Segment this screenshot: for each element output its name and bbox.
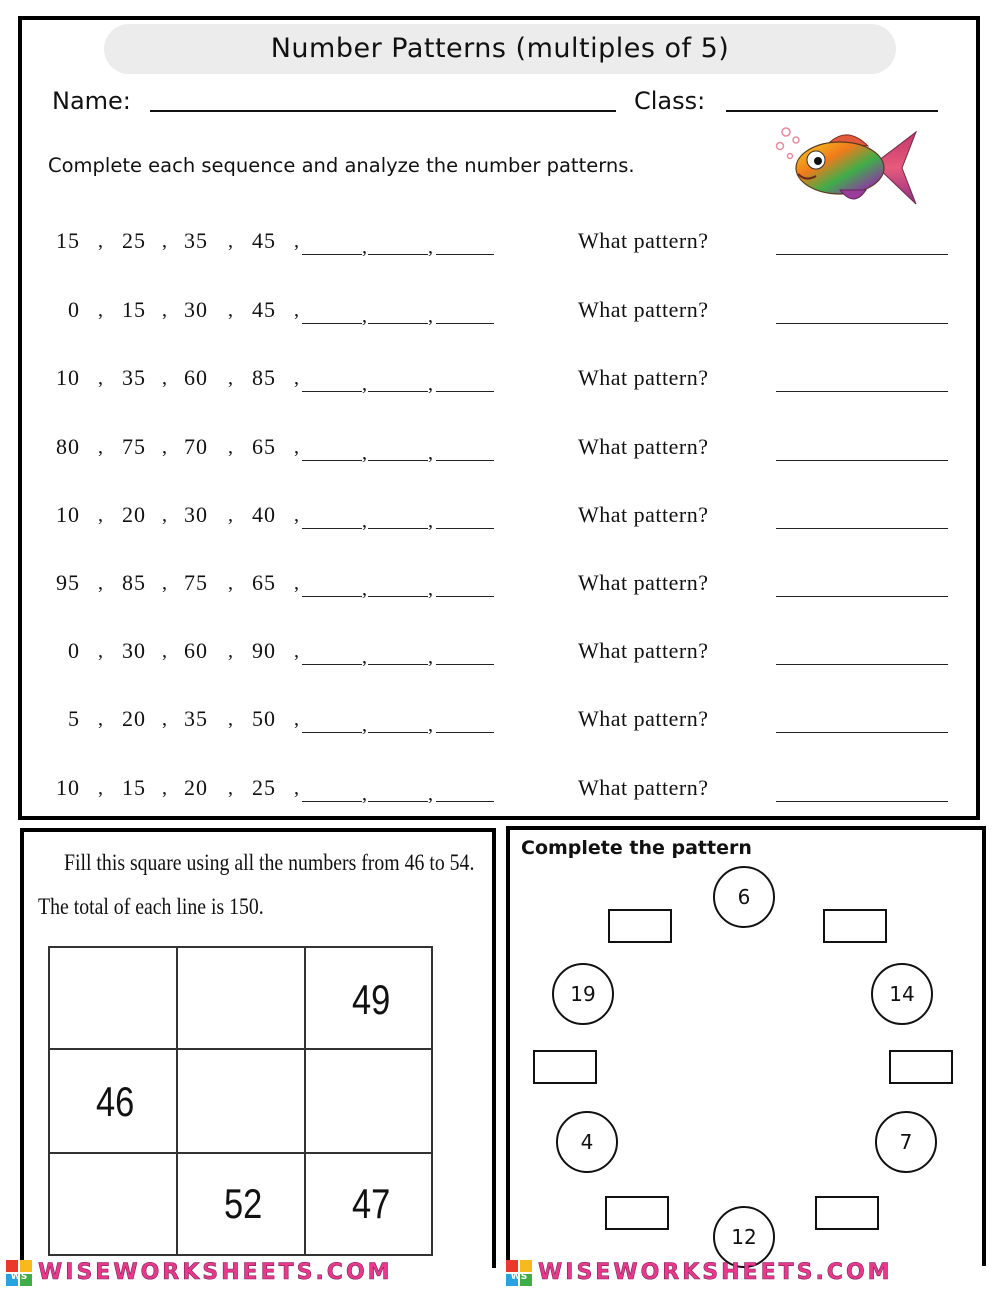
sequence-blank[interactable] (302, 391, 362, 392)
sequence-blank[interactable] (436, 528, 494, 529)
magic-square-cell[interactable] (176, 1048, 306, 1154)
sequence-comma: , (228, 777, 233, 799)
magic-square-cell[interactable] (48, 946, 178, 1050)
pattern-answer-line[interactable] (776, 801, 948, 802)
class-label: Class: (634, 87, 706, 115)
pattern-question: What pattern? (578, 570, 709, 595)
sequence-comma: , (294, 640, 299, 662)
sequence-row (44, 502, 964, 542)
pattern-answer-box[interactable] (815, 1196, 879, 1230)
sequence-blank[interactable] (436, 801, 494, 802)
sequence-number: 25 (252, 775, 276, 800)
sequence-number: 10 (56, 365, 80, 390)
sequence-blank[interactable] (302, 801, 362, 802)
sequence-number: 35 (184, 706, 208, 731)
sequence-comma: , (162, 708, 167, 730)
sequence-number: 60 (184, 365, 208, 390)
sequence-comma: , (162, 777, 167, 799)
sequence-number: 20 (122, 502, 146, 527)
pattern-circle: 4 (556, 1111, 618, 1173)
sequence-number: 10 (56, 502, 80, 527)
sequence-comma: , (228, 230, 233, 252)
sequence-blank[interactable] (302, 528, 362, 529)
sequence-blank[interactable] (368, 254, 428, 255)
sequence-blank[interactable] (302, 323, 362, 324)
sequence-comma: , (362, 783, 367, 805)
brand-logo-icon (6, 1260, 32, 1286)
pattern-answer-box[interactable] (889, 1050, 953, 1084)
sequence-blank[interactable] (302, 596, 362, 597)
sequence-blank[interactable] (368, 801, 428, 802)
sequence-number: 70 (184, 434, 208, 459)
sequence-comma: , (98, 230, 103, 252)
sequence-number: 75 (122, 434, 146, 459)
magic-square-instruction-1: Fill this square using all the numbers from 46 to 54. (64, 850, 475, 875)
brand-logo-icon (506, 1260, 532, 1286)
sequence-comma: , (228, 572, 233, 594)
sequence-blank[interactable] (302, 460, 362, 461)
sequence-blank[interactable] (368, 732, 428, 733)
sequence-comma: , (98, 708, 103, 730)
sequence-comma: , (98, 640, 103, 662)
pattern-question: What pattern? (578, 638, 709, 663)
sequence-comma: , (428, 510, 433, 532)
magic-square-cell[interactable] (48, 1152, 178, 1256)
magic-square-cell[interactable] (304, 1048, 433, 1154)
pattern-question: What pattern? (578, 502, 709, 527)
name-label: Name: (52, 87, 131, 115)
sequence-comma: , (162, 230, 167, 252)
sequence-row (44, 570, 964, 610)
sequence-comma: , (362, 714, 367, 736)
sequence-number: 15 (122, 775, 146, 800)
sequence-comma: , (162, 299, 167, 321)
sequence-number: 15 (122, 297, 146, 322)
pattern-question: What pattern? (578, 228, 709, 253)
sequence-comma: , (294, 436, 299, 458)
pattern-answer-line[interactable] (776, 732, 948, 733)
sequence-comma: , (228, 367, 233, 389)
sequence-number: 85 (252, 365, 276, 390)
magic-square-instruction-2: The total of each line is 150. (38, 894, 264, 919)
sequence-comma: , (98, 367, 103, 389)
magic-square-cell[interactable] (176, 946, 306, 1050)
pattern-answer-line[interactable] (776, 323, 948, 324)
sequence-blank[interactable] (368, 391, 428, 392)
sequence-number: 30 (184, 502, 208, 527)
sequence-comma: , (362, 510, 367, 532)
sequence-number: 65 (252, 434, 276, 459)
sequence-number: 5 (68, 706, 80, 731)
sequence-blank[interactable] (436, 460, 494, 461)
pattern-circle: 6 (713, 866, 775, 928)
magic-square-cell[interactable]: 49 (304, 946, 433, 1050)
sequence-number: 10 (56, 775, 80, 800)
pattern-question: What pattern? (578, 706, 709, 731)
sequence-comma: , (98, 777, 103, 799)
sequence-comma: , (162, 436, 167, 458)
footer-brand-right (504, 1260, 1000, 1286)
pattern-question: What pattern? (578, 434, 709, 459)
pattern-answer-line[interactable] (776, 254, 948, 255)
footer-brand-text: WISEWORKSHEETS.COM (538, 1260, 893, 1285)
sequence-comma: , (98, 436, 103, 458)
name-field[interactable] (150, 110, 616, 112)
pattern-question: What pattern? (578, 297, 709, 322)
sequence-number: 75 (184, 570, 208, 595)
sequence-comma: , (228, 436, 233, 458)
sequence-number: 35 (122, 365, 146, 390)
sequence-number: 65 (252, 570, 276, 595)
sequence-comma: , (294, 299, 299, 321)
sequence-number: 0 (68, 297, 80, 322)
sequence-comma: , (162, 504, 167, 526)
sequence-blank[interactable] (436, 254, 494, 255)
sequence-number: 50 (252, 706, 276, 731)
sequence-blank[interactable] (436, 323, 494, 324)
sequence-number: 90 (252, 638, 276, 663)
sequence-comma: , (228, 299, 233, 321)
magic-square-cell[interactable]: 47 (304, 1152, 433, 1256)
sequence-comma: , (362, 578, 367, 600)
sequence-number: 60 (184, 638, 208, 663)
sequence-number: 20 (184, 775, 208, 800)
pattern-answer-line[interactable] (776, 664, 948, 665)
sequence-blank[interactable] (368, 596, 428, 597)
sequence-number: 45 (252, 297, 276, 322)
sequence-comma: , (228, 640, 233, 662)
svg-text:WS: WS (10, 1272, 28, 1282)
sequence-blank[interactable] (436, 596, 494, 597)
sequence-comma: , (428, 646, 433, 668)
sequence-row (44, 638, 964, 678)
sequence-blank[interactable] (368, 664, 428, 665)
sequence-comma: , (98, 504, 103, 526)
sequence-comma: , (162, 572, 167, 594)
sequence-blank[interactable] (302, 732, 362, 733)
sequence-comma: , (428, 305, 433, 327)
sequence-comma: , (162, 640, 167, 662)
sequence-number: 45 (252, 228, 276, 253)
sequence-blank[interactable] (436, 391, 494, 392)
pattern-circle: 14 (871, 963, 933, 1025)
sequence-comma: , (428, 578, 433, 600)
class-field[interactable] (726, 110, 938, 112)
sequence-blank[interactable] (368, 528, 428, 529)
sequence-comma: , (98, 572, 103, 594)
sequence-blank[interactable] (436, 664, 494, 665)
magic-square-grid (48, 946, 433, 1256)
pattern-answer-line[interactable] (776, 596, 948, 597)
sequence-row (44, 434, 964, 474)
sequence-comma: , (362, 305, 367, 327)
sequence-comma: , (98, 299, 103, 321)
sequence-number: 25 (122, 228, 146, 253)
pattern-circle: 12 (713, 1206, 775, 1268)
sequence-number: 20 (122, 706, 146, 731)
sequence-number: 95 (56, 570, 80, 595)
sequence-row (44, 228, 964, 268)
sequence-comma: , (362, 236, 367, 258)
sequence-comma: , (162, 367, 167, 389)
pattern-circle: 19 (552, 963, 614, 1025)
sequence-comma: , (428, 442, 433, 464)
sequence-blank[interactable] (436, 732, 494, 733)
footer-brand-left (4, 1260, 500, 1286)
sequence-blank[interactable] (302, 254, 362, 255)
sequence-comma: , (228, 504, 233, 526)
pattern-answer-line[interactable] (776, 391, 948, 392)
sequence-blank[interactable] (368, 460, 428, 461)
sequence-comma: , (294, 708, 299, 730)
pattern-answer-line[interactable] (776, 460, 948, 461)
sequence-comma: , (428, 714, 433, 736)
instruction-text: Complete each sequence and analyze the number patterns. (48, 154, 635, 177)
sequence-comma: , (294, 777, 299, 799)
sequence-comma: , (294, 230, 299, 252)
magic-square-cell[interactable]: 52 (176, 1152, 306, 1256)
pattern-title: Complete the pattern (521, 837, 752, 859)
pattern-question: What pattern? (578, 365, 709, 390)
pattern-answer-box[interactable] (533, 1050, 597, 1084)
pattern-answer-box[interactable] (605, 1196, 669, 1230)
sequence-comma: , (228, 708, 233, 730)
pattern-answer-line[interactable] (776, 528, 948, 529)
pattern-circle: 7 (875, 1111, 937, 1173)
sequence-comma: , (428, 373, 433, 395)
sequence-number: 30 (122, 638, 146, 663)
sequence-row (44, 706, 964, 746)
sequence-blank[interactable] (368, 323, 428, 324)
fish-icon (770, 124, 920, 210)
sequence-comma: , (294, 504, 299, 526)
sequence-comma: , (362, 442, 367, 464)
sequence-number: 35 (184, 228, 208, 253)
sequence-number: 85 (122, 570, 146, 595)
sequence-number: 15 (56, 228, 80, 253)
sequence-number: 0 (68, 638, 80, 663)
pattern-question: What pattern? (578, 775, 709, 800)
sequence-comma: , (294, 367, 299, 389)
sequence-comma: , (428, 236, 433, 258)
sequence-row (44, 297, 964, 337)
page-title: Number Patterns (multiples of 5) (104, 24, 896, 74)
sequence-comma: , (362, 646, 367, 668)
sequence-number: 30 (184, 297, 208, 322)
footer-brand-text: WISEWORKSHEETS.COM (38, 1260, 393, 1285)
sequence-number: 40 (252, 502, 276, 527)
sequence-number: 80 (56, 434, 80, 459)
pattern-answer-box[interactable] (608, 909, 672, 943)
magic-square-cell[interactable]: 46 (48, 1048, 178, 1154)
sequence-comma: , (428, 783, 433, 805)
pattern-answer-box[interactable] (823, 909, 887, 943)
sequence-row (44, 365, 964, 405)
sequence-row (44, 775, 964, 815)
sequence-comma: , (294, 572, 299, 594)
sequence-blank[interactable] (302, 664, 362, 665)
svg-text:WS: WS (510, 1272, 528, 1282)
sequence-comma: , (362, 373, 367, 395)
